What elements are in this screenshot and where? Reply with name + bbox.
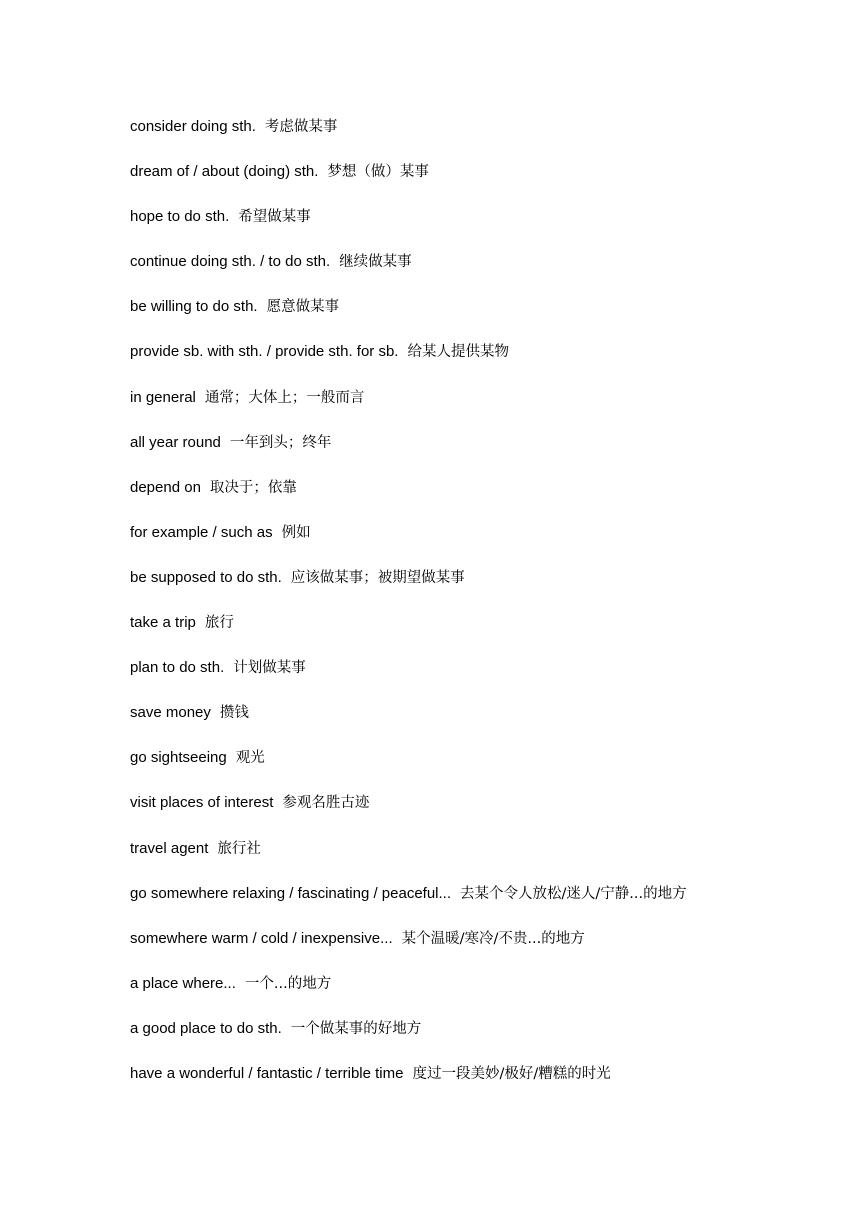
phrase-chinese: 继续做某事 (339, 254, 412, 271)
phrase-english: a place where... (130, 974, 236, 992)
phrase-english: travel agent (130, 839, 209, 857)
phrase-item (130, 613, 830, 658)
phrase-english: a good place to do sth. (130, 1019, 282, 1037)
phrase-item (130, 297, 830, 342)
phrase-item (130, 703, 830, 748)
phrase-item (130, 658, 830, 703)
phrase-english: depend on (130, 478, 201, 496)
phrase-english: consider doing sth. (130, 118, 256, 135)
phrase-item (130, 884, 830, 929)
phrase-chinese: 一个...的地方 (244, 975, 332, 992)
phrase-item (130, 839, 830, 884)
phrase-chinese: 梦想（做）某事 (327, 164, 429, 181)
phrase-item (130, 523, 830, 568)
phrase-item (130, 252, 830, 297)
phrase-chinese: 例如 (281, 524, 311, 541)
phrase-english: somewhere warm / cold / inexpensive... (130, 929, 393, 947)
phrase-chinese: 应该做某事；被期望做某事 (290, 569, 465, 586)
phrase-list (130, 117, 830, 1109)
phrase-item (130, 974, 830, 1019)
phrase-chinese: 考虑做某事 (264, 119, 338, 135)
phrase-chinese: 计划做某事 (233, 660, 306, 677)
phrase-item (130, 1064, 830, 1109)
phrase-english: dream of / about (doing) sth. (130, 163, 319, 181)
phrase-english: be supposed to do sth. (130, 568, 282, 586)
phrase-english: take a trip (130, 614, 196, 632)
phrase-chinese: 希望做某事 (238, 209, 311, 226)
phrase-chinese: 度过一段美妙/极好/糟糕的时光 (412, 1065, 611, 1082)
phrase-item (130, 162, 830, 207)
phrase-chinese: 攒钱 (219, 705, 249, 722)
phrase-chinese: 取决于；依靠 (209, 479, 297, 496)
phrase-item (130, 748, 830, 793)
phrase-chinese: 一年到头；终年 (229, 434, 332, 451)
phrase-item (130, 568, 830, 613)
phrase-english: continue doing sth. / to do sth. (130, 253, 331, 271)
phrase-chinese: 去某个令人放松/迷人/宁静...的地方 (460, 885, 687, 902)
phrase-chinese: 给某人提供某物 (407, 344, 509, 361)
phrase-english: visit places of interest (130, 794, 274, 812)
phrase-item (130, 793, 830, 838)
phrase-english: plan to do sth. (130, 659, 225, 677)
phrase-english: all year round (130, 433, 221, 451)
phrase-chinese: 通常；大体上；一般而言 (204, 389, 365, 406)
phrase-item (130, 207, 830, 252)
phrase-chinese: 参观名胜古迹 (282, 795, 370, 812)
phrase-item (130, 478, 830, 523)
phrase-chinese: 旅行社 (217, 840, 261, 857)
phrase-item (130, 433, 830, 478)
phrase-english: hope to do sth. (130, 208, 230, 226)
phrase-english: be willing to do sth. (130, 298, 258, 316)
phrase-item (130, 388, 830, 433)
phrase-chinese: 一个做某事的好地方 (290, 1020, 422, 1037)
phrase-chinese: 旅行 (204, 615, 234, 632)
phrase-english: have a wonderful / fantastic / terrible time (130, 1064, 404, 1082)
phrase-item (130, 117, 830, 162)
phrase-item (130, 929, 830, 974)
phrase-english: go somewhere relaxing / fascinating / peaceful... (130, 884, 452, 902)
phrase-chinese: 愿意做某事 (266, 299, 340, 316)
phrase-english: save money (130, 704, 211, 722)
phrase-item (130, 1019, 830, 1064)
phrase-english: provide sb. with sth. / provide sth. for sb. (130, 343, 399, 361)
phrase-chinese: 观光 (235, 750, 265, 767)
phrase-english: go sightseeing (130, 749, 227, 767)
phrase-english: in general (130, 388, 196, 406)
phrase-item (130, 342, 830, 387)
phrase-chinese: 某个温暖/寒冷/不贵...的地方 (401, 930, 585, 947)
phrase-english: for example / such as (130, 523, 273, 541)
